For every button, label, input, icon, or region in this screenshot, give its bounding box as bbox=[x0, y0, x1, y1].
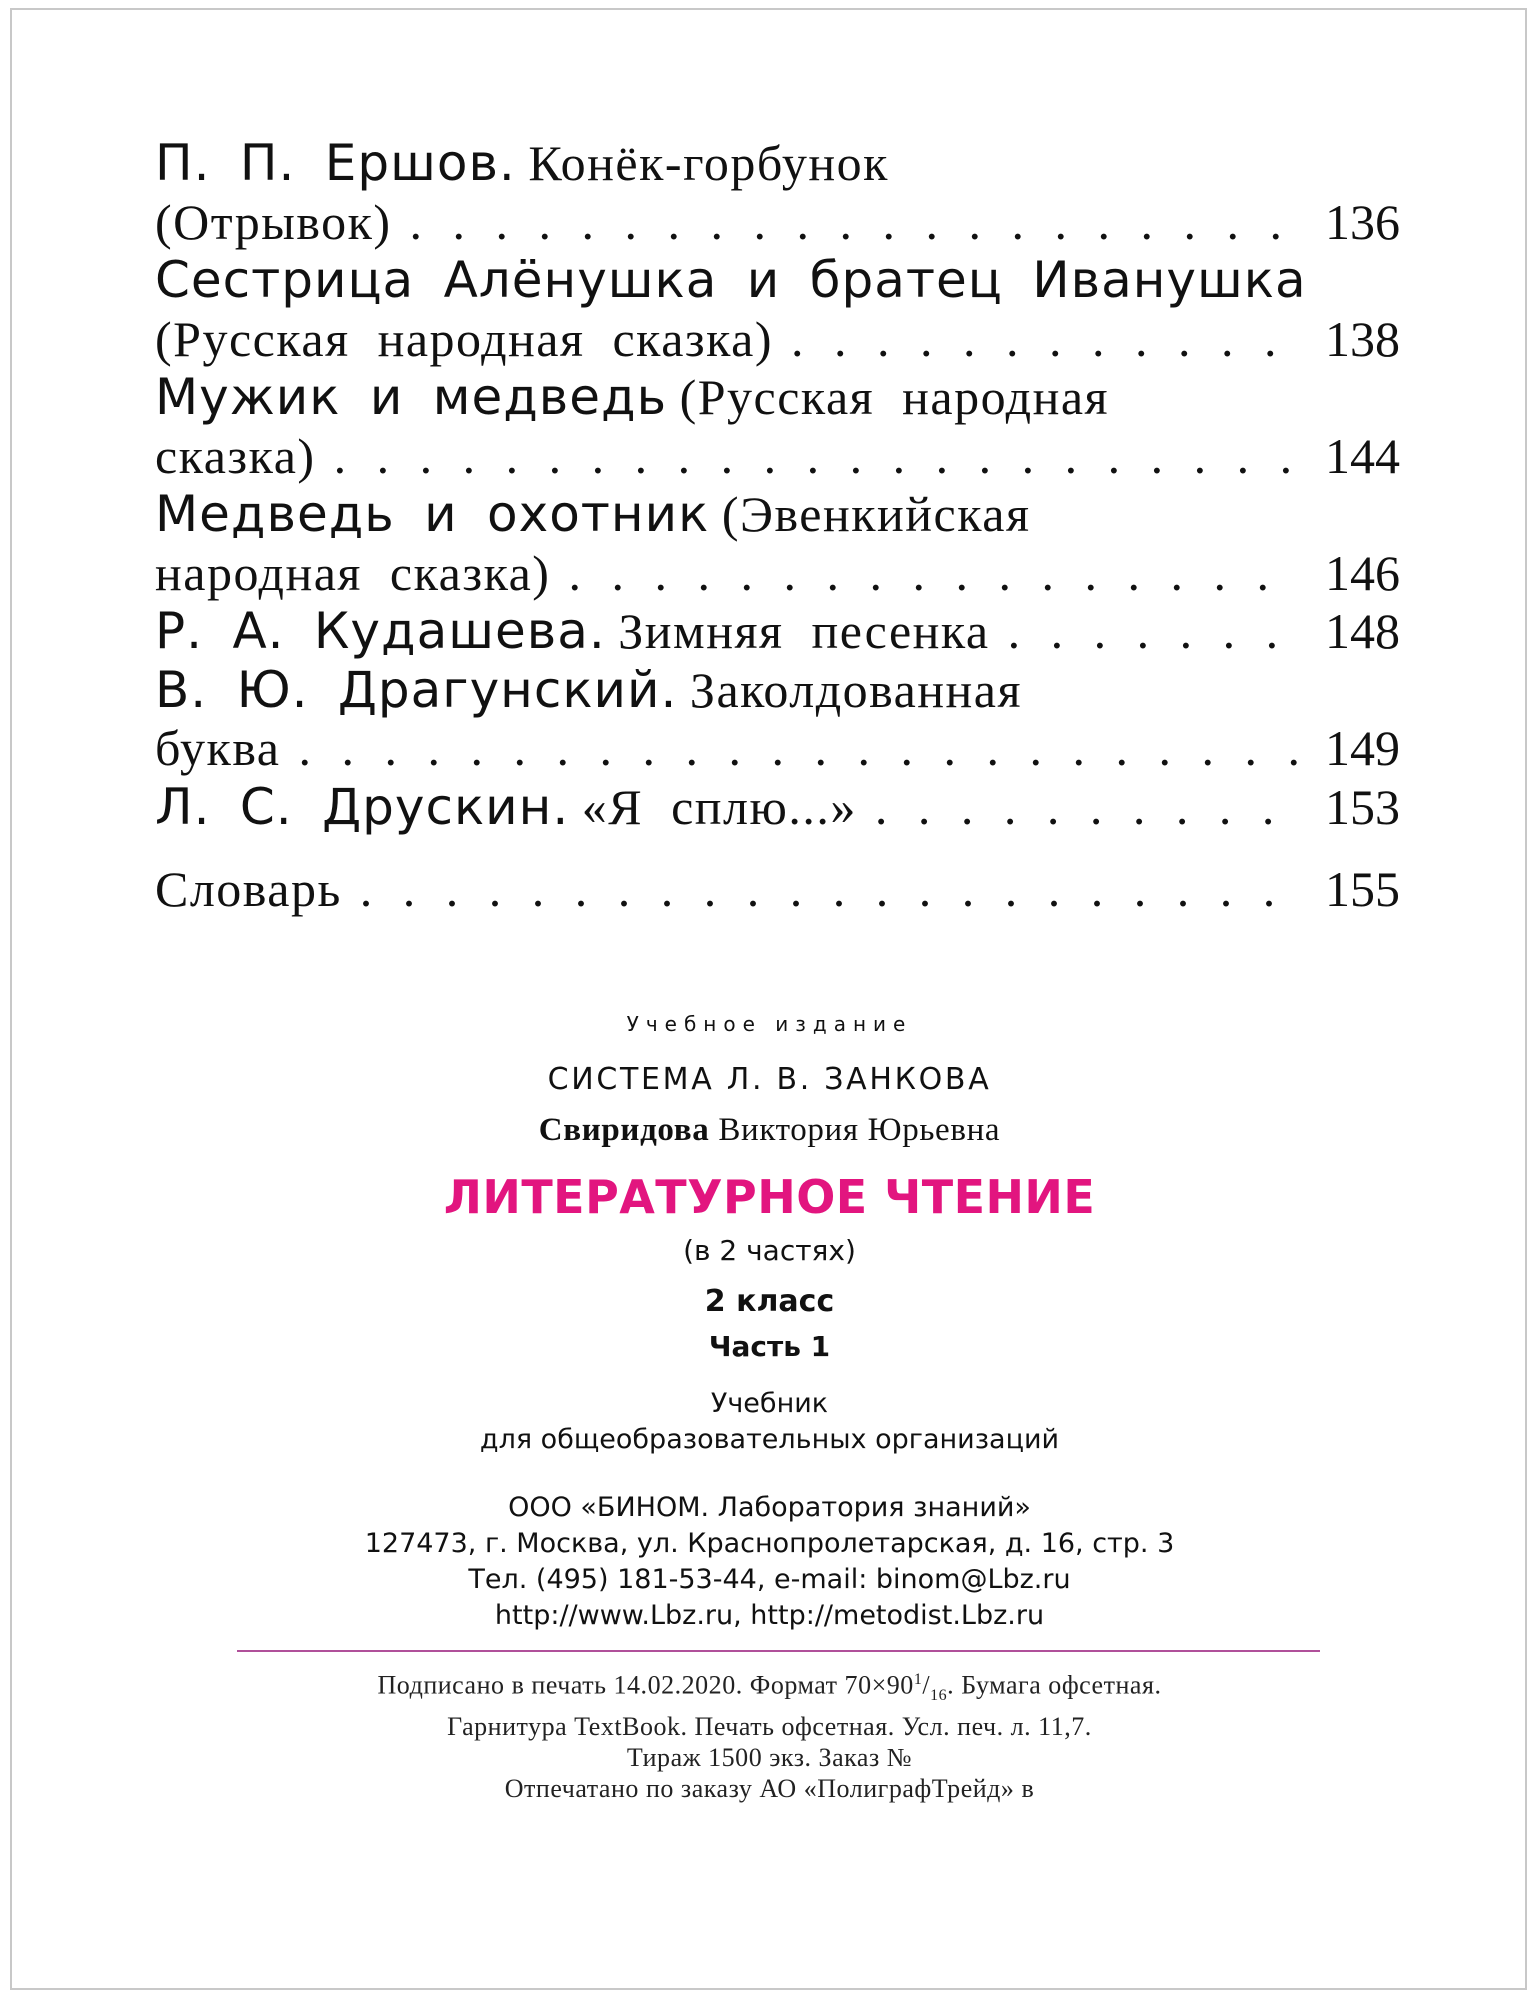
toc-leader-dots bbox=[334, 427, 1302, 486]
book-kind-line: Учебник bbox=[710, 1388, 829, 1419]
publisher-info bbox=[0, 1490, 1539, 1634]
toc-entry-last-line bbox=[155, 602, 1400, 661]
toc-title-cont: (Русская народная сказка) bbox=[155, 310, 774, 367]
toc-entry-line bbox=[155, 368, 1400, 427]
toc-entry-last-line bbox=[155, 310, 1400, 369]
toc-entry-last-line bbox=[155, 193, 1400, 252]
toc-leader-dots bbox=[568, 544, 1302, 603]
print-info-line: Гарнитура TextBook. Печать офсетная. Усл. печ. л. 11,7. bbox=[447, 1711, 1092, 1741]
print-info bbox=[0, 1664, 1539, 1804]
publisher-websites[interactable]: http://www.Lbz.ru, http://metodist.Lbz.ru bbox=[494, 1600, 1045, 1631]
toc-leader-dots bbox=[791, 310, 1302, 369]
toc-subtitle: (Русская народная bbox=[679, 369, 1110, 425]
publisher-name: ООО «БИНОМ. Лаборатория знаний» bbox=[508, 1492, 1031, 1523]
toc-entry-last-line bbox=[155, 778, 1400, 837]
toc-entry-line bbox=[155, 485, 1400, 544]
toc-page-number: 136 bbox=[1325, 193, 1400, 250]
toc-entry-line bbox=[155, 134, 1400, 193]
table-of-contents bbox=[155, 134, 1400, 919]
toc-entry-line bbox=[155, 661, 1400, 720]
toc-entry-druskin[interactable] bbox=[155, 778, 1400, 837]
toc-entry-ershov[interactable] bbox=[155, 134, 1400, 251]
toc-subtitle: (Эвенкийская bbox=[721, 486, 1031, 542]
print-info-line: Подписано в печать 14.02.2020. Формат $70\times 90^1/_{16}$. Бумага офсетная. bbox=[377, 1670, 1162, 1704]
toc-author: П. П. Ершов. bbox=[155, 134, 516, 192]
toc-page-number: 153 bbox=[1325, 778, 1400, 835]
print-info-line: Отпечатано по заказу АО «ПолиграфТрейд» в bbox=[504, 1773, 1035, 1803]
toc-leader-dots bbox=[298, 719, 1302, 778]
format-denominator: 16 bbox=[930, 1686, 948, 1704]
toc-title-cont: народная сказка) bbox=[155, 544, 551, 601]
toc-leader-dots bbox=[1008, 602, 1302, 661]
book-part: Часть 1 bbox=[708, 1330, 831, 1363]
toc-page-number: 138 bbox=[1325, 310, 1400, 367]
toc-title-cont: (Отрывок) bbox=[155, 193, 392, 250]
format-numerator: 1 bbox=[913, 1671, 923, 1688]
toc-title-cont: сказка) bbox=[155, 427, 316, 484]
toc-author: Р. А. Кудашева. bbox=[155, 602, 606, 660]
toc-entry-muzhik[interactable] bbox=[155, 368, 1400, 485]
toc-leader-dots bbox=[410, 193, 1302, 252]
divider-rule bbox=[237, 1650, 1320, 1652]
toc-page-number: 149 bbox=[1325, 720, 1400, 776]
book-title: ЛИТЕРАТУРНОЕ ЧТЕНИЕ bbox=[443, 1170, 1096, 1224]
author-name: Виктория Юрьевна bbox=[718, 1112, 1001, 1148]
toc-entry-last-line bbox=[155, 544, 1400, 603]
print-date-format: Подписано в печать 14.02.2020. Формат 70×90 bbox=[377, 1670, 914, 1700]
toc-title: Словарь bbox=[155, 861, 342, 917]
toc-page-number: 148 bbox=[1325, 603, 1400, 659]
toc-title: Мужик и медведь bbox=[155, 368, 668, 426]
toc-entry-line bbox=[155, 251, 1400, 310]
toc-author: Л. С. Друскин. bbox=[155, 777, 570, 836]
toc-entry-last-line bbox=[155, 427, 1400, 486]
toc-title: «Я сплю...» bbox=[581, 778, 857, 835]
toc-entry-last-line bbox=[155, 719, 1400, 778]
toc-title: Зимняя песенка bbox=[618, 603, 990, 659]
series-name: СИСТЕМА Л. В. ЗАНКОВА bbox=[547, 1062, 992, 1097]
book-grade: 2 класс bbox=[704, 1284, 835, 1319]
toc-entry-medved[interactable] bbox=[155, 485, 1400, 602]
toc-title: Медведь и охотник bbox=[155, 485, 710, 543]
book-author bbox=[0, 1112, 1539, 1149]
book-kind-line: для общеобразовательных организаций bbox=[479, 1424, 1060, 1455]
author-surname: Свиридова bbox=[538, 1112, 710, 1148]
toc-author: В. Ю. Драгунский. bbox=[155, 660, 678, 719]
toc-title: Заколдованная bbox=[689, 661, 1022, 718]
print-info-line: Тираж 1500 экз. Заказ № bbox=[626, 1742, 913, 1772]
toc-page-number: 144 bbox=[1325, 427, 1400, 484]
toc-page-number: 146 bbox=[1325, 544, 1400, 601]
book-parts: (в 2 частях) bbox=[683, 1234, 856, 1267]
toc-leader-dots bbox=[875, 778, 1302, 837]
publisher-address: 127473, г. Москва, ул. Краснопролетарская, д. 16, стр. 3 bbox=[364, 1528, 1175, 1559]
publisher-contacts[interactable]: Тел. (495) 181-53-44, e-mail: binom@Lbz.ru bbox=[468, 1564, 1071, 1595]
toc-title: Сестрица Алёнушка и братец Иванушка bbox=[155, 251, 1307, 309]
toc-entry-last-line bbox=[155, 860, 1400, 919]
toc-title: Конёк-горбунок bbox=[528, 135, 889, 191]
toc-entry-glossary[interactable] bbox=[155, 860, 1400, 919]
toc-title-cont: буква bbox=[155, 720, 281, 776]
edition-type: Учебное издание bbox=[626, 1012, 913, 1036]
toc-entry-kudasheva[interactable] bbox=[155, 602, 1400, 661]
toc-entry-alenushka[interactable] bbox=[155, 251, 1400, 368]
toc-leader-dots bbox=[360, 860, 1302, 919]
toc-entry-dragunsky[interactable] bbox=[155, 661, 1400, 778]
print-paper: . Бумага офсетная. bbox=[947, 1670, 1162, 1700]
toc-page-number: 155 bbox=[1325, 861, 1400, 917]
book-kind bbox=[0, 1386, 1539, 1458]
